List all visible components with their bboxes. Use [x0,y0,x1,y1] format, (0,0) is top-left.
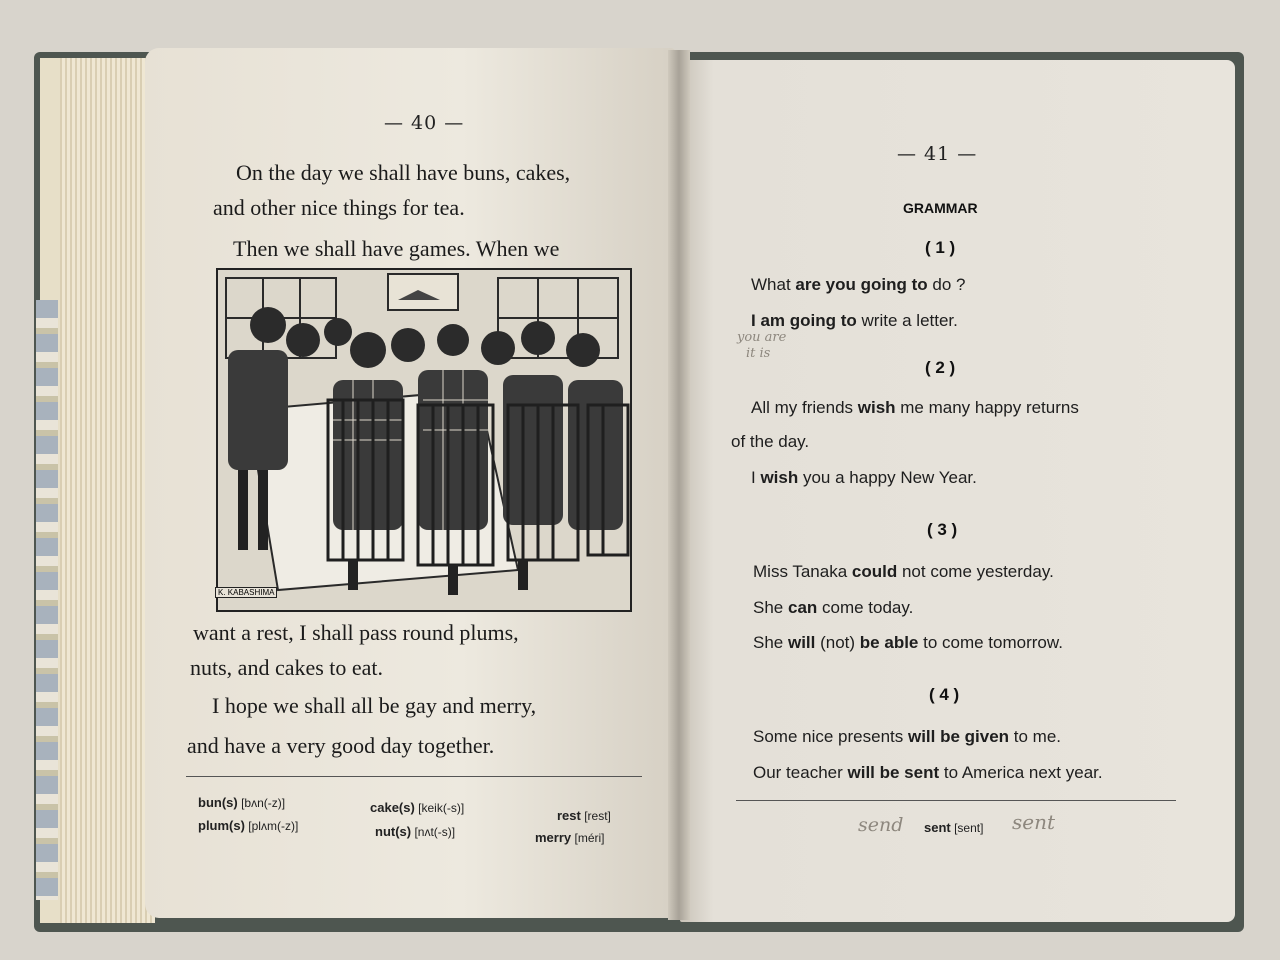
vocabulary-rule [186,776,642,777]
illustration-drawing [218,270,630,610]
left-text-line: want a rest, I shall pass round plums, [193,620,519,645]
section-number: ( 4 ) [929,685,960,704]
page-stack [60,58,155,923]
handwritten-note: sent [1012,810,1056,834]
grammar-line: She will (not) be able to come tomorrow. [753,633,1063,652]
handwritten-note: send [858,814,904,836]
handwritten-note: you are [737,330,787,345]
left-text-line: On the day we shall have buns, cakes, [236,160,571,185]
left-text-line: I hope we shall all be gay and merry, [212,693,537,718]
endpaper-pattern [36,300,58,900]
grammar-line: I am going to write a letter. [751,311,958,330]
handwritten-note: it is [746,346,771,361]
right-page [680,60,1235,922]
grammar-heading: GRAMMAR [903,200,978,216]
book-gutter [668,50,690,920]
illustration-credit: K. KABASHIMA [215,587,277,598]
grammar-line: She can come today. [753,598,914,617]
grammar-line: Our teacher will be sent to America next year. [753,763,1103,782]
left-text-line: nuts, and cakes to eat. [190,655,384,680]
vocab-entry: plum(s) [plʌm(-z)] [198,818,299,833]
grammar-line: Some nice presents will be given to me. [753,727,1062,746]
grammar-line: I wish you a happy New Year. [751,468,977,487]
grammar-line: Miss Tanaka could not come yesterday. [753,562,1054,581]
right-page-number: — 41 — [897,143,978,165]
vocab-entry: cake(s) [keik(-s)] [370,800,465,815]
section-number: ( 2 ) [925,358,956,377]
left-page-number: — 40 — [384,112,465,134]
illustration-tea-party [216,268,632,612]
vocab-entry: sent [sent] [924,820,984,835]
grammar-line: of the day. [731,432,810,451]
left-text-line: and have a very good day together. [187,733,495,758]
vocab-entry: merry [méri] [535,830,605,845]
vocabulary-rule [736,800,1176,801]
vocab-entry: nut(s) [nʌt(-s)] [375,824,456,839]
section-number: ( 1 ) [925,238,956,257]
left-text-line: and other nice things for tea. [213,195,465,220]
vocab-entry: rest [rest] [557,808,611,823]
grammar-line: What are you going to do ? [751,275,966,294]
section-number: ( 3 ) [927,520,958,539]
grammar-line: All my friends wish me many happy returns [751,398,1079,417]
left-text-line: Then we shall have games. When we [233,236,560,261]
vocab-entry: bun(s) [bʌn(-z)] [198,795,286,810]
